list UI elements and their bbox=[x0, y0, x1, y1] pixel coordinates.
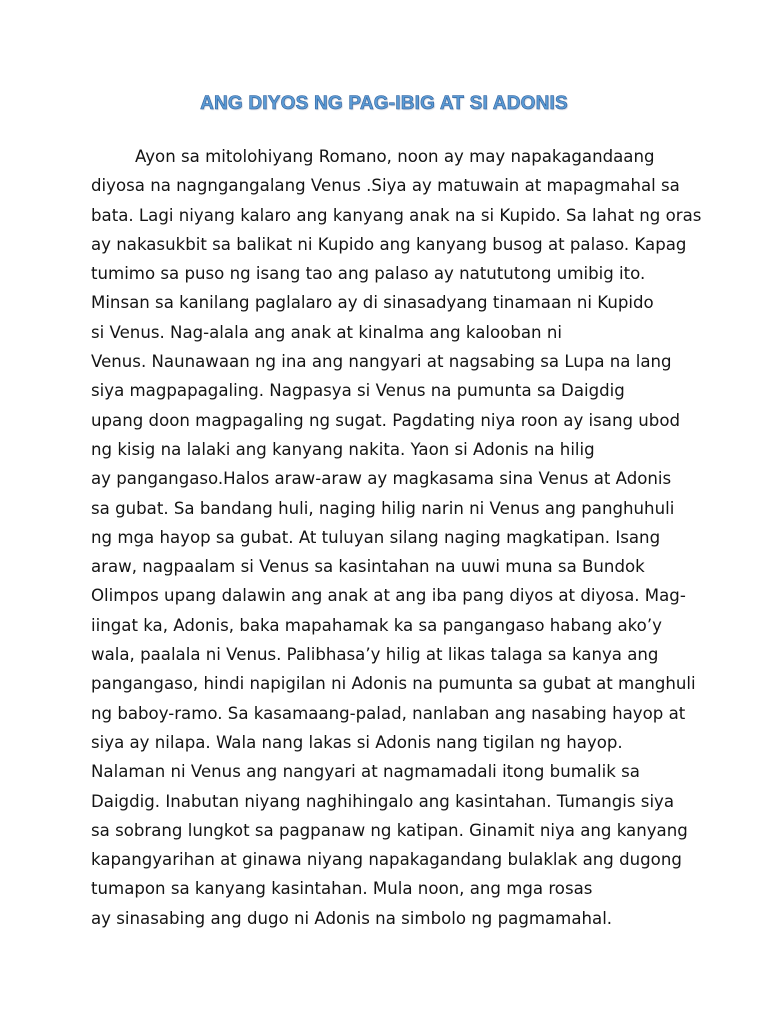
body-line: Venus. Naunawaan ng ina ang nangyari at nagsabing sa Lupa na lang bbox=[91, 352, 672, 372]
body-line: Olimpos upang dalawin ang anak at ang iba pang diyos at diyosa. Mag- bbox=[91, 586, 686, 606]
body-line: siya magpapagaling. Nagpasya si Venus na pumunta sa Daigdig bbox=[91, 381, 625, 401]
body-line: siya ay nilapa. Wala nang lakas si Adonis nang tigilan ng hayop. bbox=[91, 732, 623, 752]
body-line: wala, paalala ni Venus. Palibhasa’y hilig at likas talaga sa kanya ang bbox=[91, 645, 659, 665]
body-line: iingat ka, Adonis, baka mapahamak ka sa pangangaso habang ako’y bbox=[91, 615, 662, 635]
body-line: bata. Lagi niyang kalaro ang kanyang anak na si Kupido. Sa lahat ng oras bbox=[91, 205, 702, 225]
document-body bbox=[91, 142, 702, 933]
body-line: Daigdig. Inabutan niyang naghihingalo ang kasintahan. Tumangis siya bbox=[91, 791, 675, 811]
body-line: kapangyarihan at ginawa niyang napakagandang bulaklak ang dugong bbox=[91, 850, 682, 870]
body-line: tumimo sa puso ng isang tao ang palaso ay natututong umibig ito. bbox=[91, 264, 646, 284]
body-line: ay nakasukbit sa balikat ni Kupido ang kanyang busog at palaso. Kapag bbox=[91, 234, 687, 254]
body-line: Minsan sa kanilang paglalaro ay di sinasadyang tinamaan ni Kupido bbox=[91, 293, 654, 313]
body-line: ay pangangaso.Halos araw-araw ay magkasama sina Venus at Adonis bbox=[91, 469, 672, 489]
body-line: sa gubat. Sa bandang huli, naging hilig narin ni Venus ang panghuhuli bbox=[91, 498, 675, 518]
body-line: diyosa na nagngangalang Venus .Siya ay matuwain at mapagmahal sa bbox=[91, 176, 680, 196]
document-title: ANG DIYOS NG PAG-IBIG AT SI ADONIS bbox=[200, 93, 568, 114]
body-line: ng mga hayop sa gubat. At tuluyan silang naging magkatipan. Isang bbox=[91, 527, 661, 547]
body-line: araw, nagpaalam si Venus sa kasintahan na uuwi muna sa Bundok bbox=[91, 557, 645, 577]
body-line: Nalaman ni Venus ang nangyari at nagmamadali itong bumalik sa bbox=[91, 762, 640, 782]
body-line: Ayon sa mitolohiyang Romano, noon ay may napakagandaang bbox=[135, 147, 655, 166]
body-line: pangangaso, hindi napigilan ni Adonis na pumunta sa gubat at manghuli bbox=[91, 674, 696, 694]
body-line: upang doon magpagaling ng sugat. Pagdating niya roon ay isang ubod bbox=[91, 410, 681, 430]
body-line: si Venus. Nag-alala ang anak at kinalma ang kalooban ni bbox=[91, 322, 562, 342]
body-line: tumapon sa kanyang kasintahan. Mula noon, ang mga rosas bbox=[91, 879, 593, 899]
body-line: ng kisig na lalaki ang kanyang nakita. Yaon si Adonis na hilig bbox=[91, 439, 595, 459]
body-line: ng baboy-ramo. Sa kasamaang-palad, nanlaban ang nasabing hayop at bbox=[91, 703, 686, 723]
body-line: ay sinasabing ang dugo ni Adonis na simbolo ng pagmamahal. bbox=[91, 908, 613, 928]
body-line: sa sobrang lungkot sa pagpanaw ng katipan. Ginamit niya ang kanyang bbox=[91, 820, 688, 840]
